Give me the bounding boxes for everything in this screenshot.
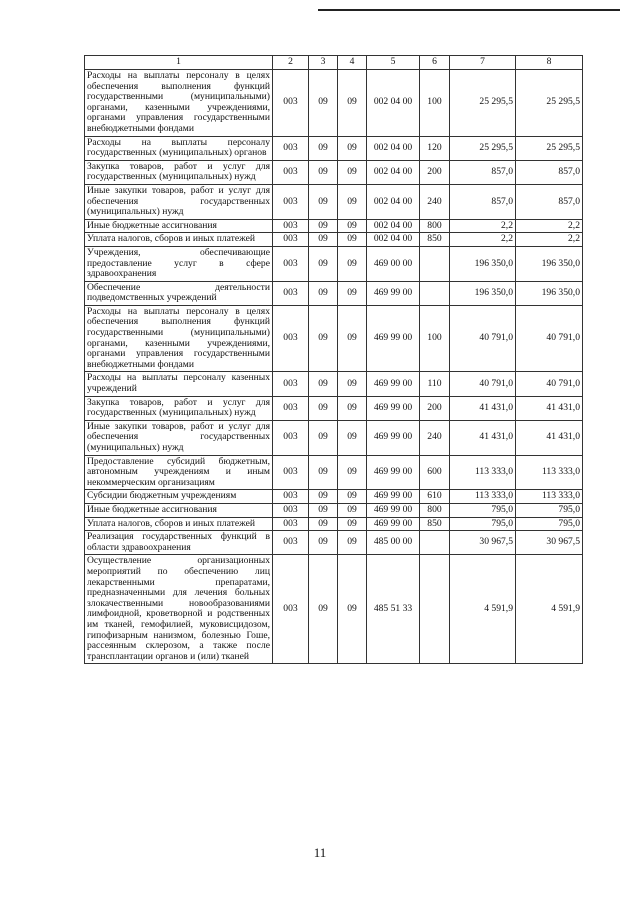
code-admin: 003 [273,136,309,160]
code-section: 09 [309,281,338,305]
amount-col8: 41 431,0 [516,420,583,455]
row-description: Иные закупки товаров, работ и услуг для обеспечения государственных (муниципальных) нужд [85,420,273,455]
code-target-item: 469 99 00 [367,455,420,490]
header-cell: 6 [420,56,450,70]
table-row [85,246,583,281]
code-target-item: 469 00 00 [367,246,420,281]
code-expense-type [420,555,450,664]
header-cell: 8 [516,56,583,70]
page-number: 11 [313,845,327,860]
header-cell: 1 [85,56,273,70]
amount-col8: 4 591,9 [516,555,583,664]
code-admin: 003 [273,219,309,233]
code-section: 09 [309,517,338,531]
amount-col8: 857,0 [516,184,583,219]
code-admin: 003 [273,305,309,372]
code-subsection: 09 [338,246,367,281]
code-section: 09 [309,490,338,504]
amount-col7: 196 350,0 [450,281,516,305]
amount-col8: 2,2 [516,219,583,233]
row-description: Закупка товаров, работ и услуг для государственных (муниципальных) нужд [85,160,273,184]
code-subsection: 09 [338,219,367,233]
code-section: 09 [309,136,338,160]
amount-col7: 30 967,5 [450,531,516,555]
table-header-row [85,56,583,70]
code-target-item: 485 00 00 [367,531,420,555]
code-expense-type: 850 [420,233,450,247]
code-target-item: 469 99 00 [367,396,420,420]
header-cell: 7 [450,56,516,70]
amount-col8: 25 295,5 [516,136,583,160]
code-admin: 003 [273,455,309,490]
row-description: Обеспечение деятельности подведомственных учреждений [85,281,273,305]
code-target-item: 002 04 00 [367,219,420,233]
code-admin: 003 [273,531,309,555]
code-expense-type: 200 [420,396,450,420]
amount-col7: 2,2 [450,219,516,233]
code-admin: 003 [273,184,309,219]
table-row [85,517,583,531]
code-target-item: 002 04 00 [367,233,420,247]
row-description: Субсидии бюджетным учреждениям [85,490,273,504]
code-expense-type [420,281,450,305]
amount-col7: 795,0 [450,503,516,517]
table-row [85,420,583,455]
code-admin: 003 [273,396,309,420]
amount-col7: 795,0 [450,517,516,531]
code-section: 09 [309,531,338,555]
amount-col8: 113 333,0 [516,455,583,490]
amount-col7: 40 791,0 [450,305,516,372]
code-subsection: 09 [338,455,367,490]
code-expense-type: 600 [420,455,450,490]
code-subsection: 09 [338,136,367,160]
amount-col8: 30 967,5 [516,531,583,555]
table-row [85,233,583,247]
code-target-item: 469 99 00 [367,420,420,455]
table-row [85,372,583,396]
code-admin: 003 [273,233,309,247]
code-subsection: 09 [338,503,367,517]
row-description: Иные закупки товаров, работ и услуг для обеспечения государственных (муниципальных) нужд [85,184,273,219]
amount-col7: 857,0 [450,160,516,184]
table-row [85,70,583,137]
amount-col8: 795,0 [516,503,583,517]
row-description: Расходы на выплаты персоналу в целях обеспечения выполнения функций государственными (муниципальными) органами, казенными учреждениями, органами управления государственными внебюджетными фондами [85,70,273,137]
code-expense-type: 800 [420,219,450,233]
table-row [85,455,583,490]
code-subsection: 09 [338,531,367,555]
amount-col7: 196 350,0 [450,246,516,281]
code-admin: 003 [273,246,309,281]
amount-col7: 113 333,0 [450,490,516,504]
code-section: 09 [309,184,338,219]
amount-col8: 25 295,5 [516,70,583,137]
row-description: Иные бюджетные ассигнования [85,503,273,517]
code-subsection: 09 [338,160,367,184]
code-admin: 003 [273,70,309,137]
table-row [85,305,583,372]
code-section: 09 [309,455,338,490]
amount-col7: 41 431,0 [450,396,516,420]
code-subsection: 09 [338,517,367,531]
code-section: 09 [309,233,338,247]
code-expense-type [420,246,450,281]
code-subsection: 09 [338,233,367,247]
code-subsection: 09 [338,372,367,396]
code-admin: 003 [273,281,309,305]
amount-col8: 795,0 [516,517,583,531]
amount-col7: 25 295,5 [450,70,516,137]
row-description: Уплата налогов, сборов и иных платежей [85,233,273,247]
code-admin: 003 [273,503,309,517]
amount-col8: 196 350,0 [516,246,583,281]
code-subsection: 09 [338,281,367,305]
code-expense-type: 240 [420,420,450,455]
code-expense-type: 120 [420,136,450,160]
header-cell: 5 [367,56,420,70]
code-section: 09 [309,503,338,517]
amount-col8: 2,2 [516,233,583,247]
row-description: Учреждения, обеспечивающие предоставление услуг в сфере здравоохранения [85,246,273,281]
amount-col8: 113 333,0 [516,490,583,504]
code-admin: 003 [273,517,309,531]
code-target-item: 469 99 00 [367,281,420,305]
row-description: Иные бюджетные ассигнования [85,219,273,233]
row-description: Осуществление организационных мероприятий по обеспечению лиц лекарственными препаратами, предназначенными для лечения больных злокачественными новообразованиями лимфоидной, кроветворной и родственных им тканей, гемофилией, муковисцидозом, гипофизарным нанизмом, болезнью Гоше, рассеянным склерозом, а также после трансплантации органов и (или) тканей [85,555,273,664]
row-description: Расходы на выплаты персоналу в целях обеспечения выполнения функций государственными (муниципальными) органами, казенными учреждениями, органами управления государственными внебюджетными фондами [85,305,273,372]
code-expense-type: 850 [420,517,450,531]
code-subsection: 09 [338,184,367,219]
table-row [85,555,583,664]
code-subsection: 09 [338,70,367,137]
code-target-item: 469 99 00 [367,372,420,396]
budget-table [84,55,583,664]
amount-col8: 40 791,0 [516,372,583,396]
amount-col7: 41 431,0 [450,420,516,455]
code-expense-type: 100 [420,70,450,137]
code-subsection: 09 [338,396,367,420]
amount-col7: 113 333,0 [450,455,516,490]
table-row [85,160,583,184]
table-row [85,396,583,420]
code-section: 09 [309,372,338,396]
code-expense-type: 100 [420,305,450,372]
amount-col8: 857,0 [516,160,583,184]
table-row [85,219,583,233]
code-expense-type: 110 [420,372,450,396]
header-cell: 2 [273,56,309,70]
table-body [85,70,583,664]
code-target-item: 469 99 00 [367,503,420,517]
code-target-item: 469 99 00 [367,305,420,372]
table-row [85,136,583,160]
row-description: Уплата налогов, сборов и иных платежей [85,517,273,531]
amount-col7: 2,2 [450,233,516,247]
amount-col7: 25 295,5 [450,136,516,160]
amount-col7: 4 591,9 [450,555,516,664]
amount-col7: 857,0 [450,184,516,219]
code-section: 09 [309,70,338,137]
code-section: 09 [309,160,338,184]
code-expense-type: 200 [420,160,450,184]
amount-col7: 40 791,0 [450,372,516,396]
code-expense-type: 800 [420,503,450,517]
code-target-item: 485 51 33 [367,555,420,664]
code-admin: 003 [273,555,309,664]
row-description: Закупка товаров, работ и услуг для государственных (муниципальных) нужд [85,396,273,420]
amount-col8: 41 431,0 [516,396,583,420]
code-expense-type: 610 [420,490,450,504]
code-admin: 003 [273,420,309,455]
table-row [85,531,583,555]
table-row [85,503,583,517]
amount-col8: 40 791,0 [516,305,583,372]
code-target-item: 002 04 00 [367,70,420,137]
code-section: 09 [309,420,338,455]
amount-col8: 196 350,0 [516,281,583,305]
code-subsection: 09 [338,555,367,664]
code-subsection: 09 [338,305,367,372]
code-target-item: 469 99 00 [367,517,420,531]
code-target-item: 469 99 00 [367,490,420,504]
code-subsection: 09 [338,420,367,455]
row-description: Расходы на выплаты персоналу государственных (муниципальных) органов [85,136,273,160]
code-section: 09 [309,219,338,233]
top-rule [318,9,620,11]
code-subsection: 09 [338,490,367,504]
table-row [85,184,583,219]
code-target-item: 002 04 00 [367,160,420,184]
table-row [85,281,583,305]
code-admin: 003 [273,490,309,504]
code-expense-type [420,531,450,555]
table-row [85,490,583,504]
row-description: Расходы на выплаты персоналу казенных учреждений [85,372,273,396]
code-target-item: 002 04 00 [367,184,420,219]
code-target-item: 002 04 00 [367,136,420,160]
row-description: Реализация государственных функций в области здравоохранения [85,531,273,555]
code-admin: 003 [273,160,309,184]
code-section: 09 [309,396,338,420]
row-description: Предоставление субсидий бюджетным, автономным учреждениям и иным некоммерческим организациям [85,455,273,490]
code-admin: 003 [273,372,309,396]
header-cell: 4 [338,56,367,70]
code-section: 09 [309,305,338,372]
code-section: 09 [309,555,338,664]
header-cell: 3 [309,56,338,70]
code-expense-type: 240 [420,184,450,219]
code-section: 09 [309,246,338,281]
